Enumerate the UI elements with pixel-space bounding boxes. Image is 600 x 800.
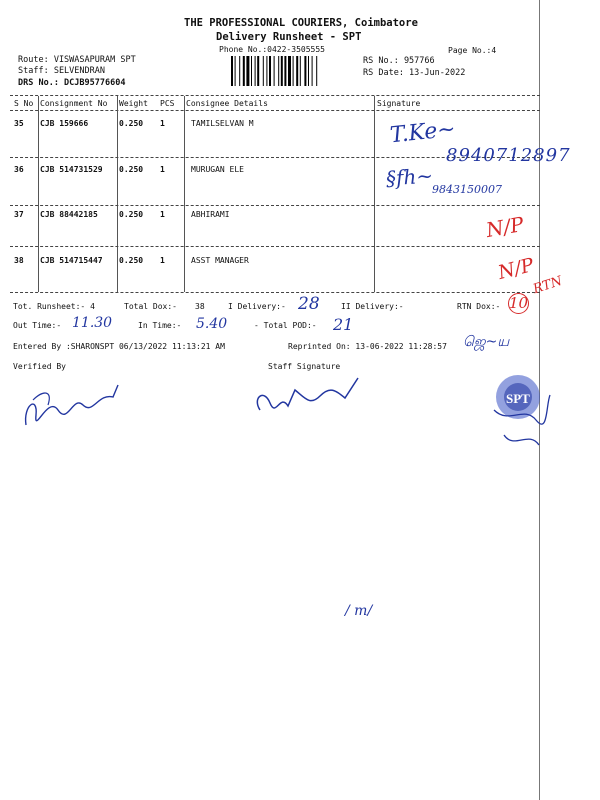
staff: Staff: SELVENDRAN [18,66,105,76]
rtn-note: RTN [531,273,565,298]
in-time-value: 5.40 [196,316,228,332]
rtn-dox-label: RTN Dox:- [457,302,501,311]
phone-number: Phone No.:0422-3505555 [219,45,325,54]
row-weight: 0.250 [119,256,144,265]
company-title: THE PROFESSIONAL COURIERS, Coimbatore [184,17,418,29]
col-divider [374,96,375,292]
row-sno: 38 [14,256,24,265]
route: Route: VISWASAPURAM SPT [18,55,136,65]
row-pcs: 1 [160,256,165,265]
table-header-rule [10,110,540,111]
rtn-dox-value: 10 [509,294,529,312]
total-dox-value: 38 [195,302,205,311]
reprinted-on: Reprinted On: 13-06-2022 11:28:57 [288,342,447,351]
col-sno: S No [14,99,34,108]
col-divider [184,96,185,292]
col-weight: Weight [119,99,148,108]
ii-delivery-label: II Delivery:- [341,302,404,311]
row-sno: 37 [14,210,24,219]
rs-date: RS Date: 13-Jun-2022 [363,68,466,78]
np-mark-row37: N/P [484,211,526,243]
i-delivery-label: I Delivery:- [228,302,286,311]
page-number: Page No.:4 [448,46,497,55]
verified-by-label: Verified By [13,362,66,371]
runsheet-title: Delivery Runsheet - SPT [216,31,362,43]
tot-runsheet: Tot. Runsheet:- 4 [13,302,95,311]
row-weight: 0.250 [119,165,144,174]
row-sno: 36 [14,165,24,174]
row-weight: 0.250 [119,119,144,128]
stamp-text: SPT [506,391,530,406]
row-consignee: MURUGAN ELE [191,165,244,174]
row-pcs: 1 [160,210,165,219]
row-sno: 35 [14,119,24,128]
signature-footer-right: ஜெ~ய [463,334,510,350]
row-consignee: ASST MANAGER [191,256,249,265]
col-divider [38,96,39,292]
total-pod-label: - Total POD:- [254,321,317,330]
col-signature: Signature [377,99,421,108]
staff-signature [250,368,370,423]
row-consignment: CJB 159666 [40,119,89,128]
drs-number: DRS No.: DCJB95776604 [18,78,126,88]
signature-row36: §fh~ [385,163,434,191]
np-mark-row38: N/P [495,253,536,285]
col-consignment: Consignment No [40,99,108,108]
phone-row36: 9843150007 [432,183,502,196]
i-delivery-value: 28 [298,294,320,314]
row-consignment: CJB 88442185 [40,210,98,219]
phone-row35: 8940712897 [446,145,571,166]
signature-row35: T.Ke~ [388,116,457,149]
col-pcs: PCS [160,99,175,108]
verified-by-signature [18,365,128,435]
stamp-with-signature [484,365,556,465]
row-consignee: ABHIRAMI [191,210,230,219]
row-rule [10,205,540,206]
bottom-scribble: / m/ [345,603,373,619]
in-time-label: In Time:- [138,321,182,330]
row-pcs: 1 [160,119,165,128]
row-weight: 0.250 [119,210,144,219]
rs-number: RS No.: 957766 [363,56,435,66]
out-time-value: 11.30 [72,315,113,331]
row-rule [10,246,540,247]
total-dox-label: Total Dox:- [124,302,177,311]
row-consignee: TAMILSELVAN M [191,119,254,128]
row-consignment: CJB 514715447 [40,256,103,265]
table-top-rule [10,95,540,96]
table-bottom-rule [10,292,540,293]
col-consignee: Consignee Details [186,99,268,108]
staff-signature-label: Staff Signature [268,362,341,371]
barcode [231,56,361,86]
out-time-label: Out Time:- [13,321,62,330]
row-consignment: CJB 514731529 [40,165,103,174]
entered-by: Entered By :SHARONSPT 06/13/2022 11:13:21 AM [13,342,225,351]
row-pcs: 1 [160,165,165,174]
col-divider [117,96,118,292]
total-pod-value: 21 [333,315,354,334]
